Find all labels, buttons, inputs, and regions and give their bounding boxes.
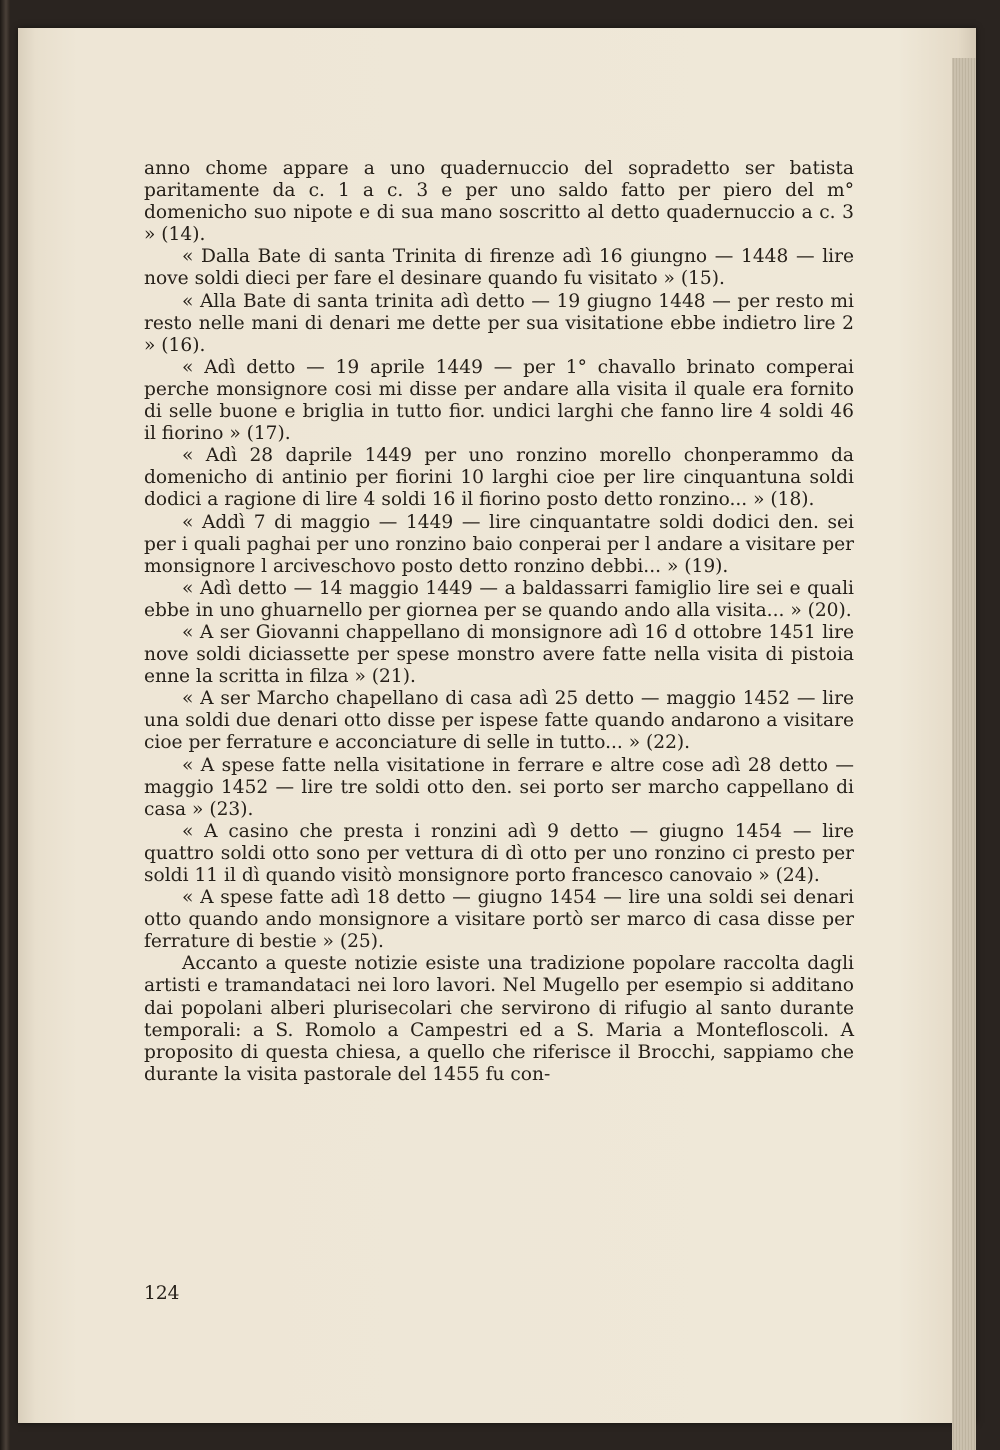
paragraph: « A ser Giovanni chappellano di monsignore adì 16 d ottobre 1451 lire nove soldi diciassette per spese monstro avere fatte nella visita di pistoia enne la scritta in filza » (21). [144,621,854,688]
paragraph: « Dalla Bate di santa Trinita di firenze adì 16 giungno — 1448 — lire nove soldi dieci per fare el desinare quando fu visitato » (15). [144,246,854,290]
book-spine [0,0,10,1450]
paragraph: anno chome appare a uno quadernuccio del sopradetto ser batista paritamente da c. 1 a c. 3 e per uno saldo fatto per piero del m° domenicho suo nipote e di sua mano soscritto al detto quadernuccio a c. 3 » (14). [144,158,854,246]
paragraph: Accanto a queste notizie esiste una tradizione popolare raccolta dagli artisti e tramandataci nei loro lavori. Nel Mugello per esempio si additano dai popolani alberi plurisecolari che servirono di rifugio al santo durante temporali: a S. Romolo a Campestri ed a S. Maria a Montefloscoli. A proposito di questa chiesa, a quello che riferisce il Brocchi, sappiamo che durante la visita pastorale del 1455 fu con- [144,953,854,1085]
body-text [144,158,854,1086]
paragraph: « A spese fatte nella visitatione in ferrare e altre cose adì 28 detto — maggio 1452 — lire tre soldi otto den. sei porto ser marcho cappellano di casa » (23). [144,754,854,820]
paragraph: « A ser Marcho chapellano di casa adì 25 detto — maggio 1452 — lire una soldi due denari otto disse per ispese fatte quando andarono a visitare cioe per ferrature e acconciature di selle in tutto... » (22). [144,688,854,754]
page-edge [952,58,976,1450]
paragraph: « Alla Bate di santa trinita adì detto — 19 giugno 1448 — per resto mi resto nelle mani di denari me dette per sua visitatione ebbe indietro lire 2 » (16). [144,290,854,356]
paragraph: « A casino che presta i ronzini adì 9 detto — giugno 1454 — lire quattro soldi otto sono per vettura di dì otto per uno ronzino ci presto per soldi 11 il dì quando visitò monsignore porto francesco canovaio » (24). [144,820,854,886]
page-number: 124 [144,1283,180,1304]
paragraph: « Addì 7 di maggio — 1449 — lire cinquantatre soldi dodici den. sei per i quali paghai per uno ronzino baio conperai per l andare a visitare per monsignore l arciveschovo posto detto ronzino debbi... » (19). [144,511,854,577]
paragraph: « Adì detto — 19 aprile 1449 — per 1° chavallo brinato comperai perche monsignore cosi mi disse per andare alla visita il quale era fornito di selle buone e briglia in tutto fior. undici larghi che fanno lire 4 soldi 46 il fiorino » (17). [144,356,854,445]
paragraph: « Adì 28 daprile 1449 per uno ronzino morello chonperammo da domenicho di antinio per fiorini 10 larghi cioe per lire cinquantuna soldi dodici a ragione di lire 4 soldi 16 il fiorino posto detto ronzino... » (18). [144,445,854,511]
paragraph: « A spese fatte adì 18 detto — giugno 1454 — lire una soldi sei denari otto quando ando monsignore a visitare portò ser marco di casa disse per ferrature di bestie » (25). [144,887,854,953]
paragraph: « Adì detto — 14 maggio 1449 — a baldassarri famiglio lire sei e quali ebbe in uno ghuarnello per giornea per se quando ando alla visita... » (20). [144,577,854,621]
